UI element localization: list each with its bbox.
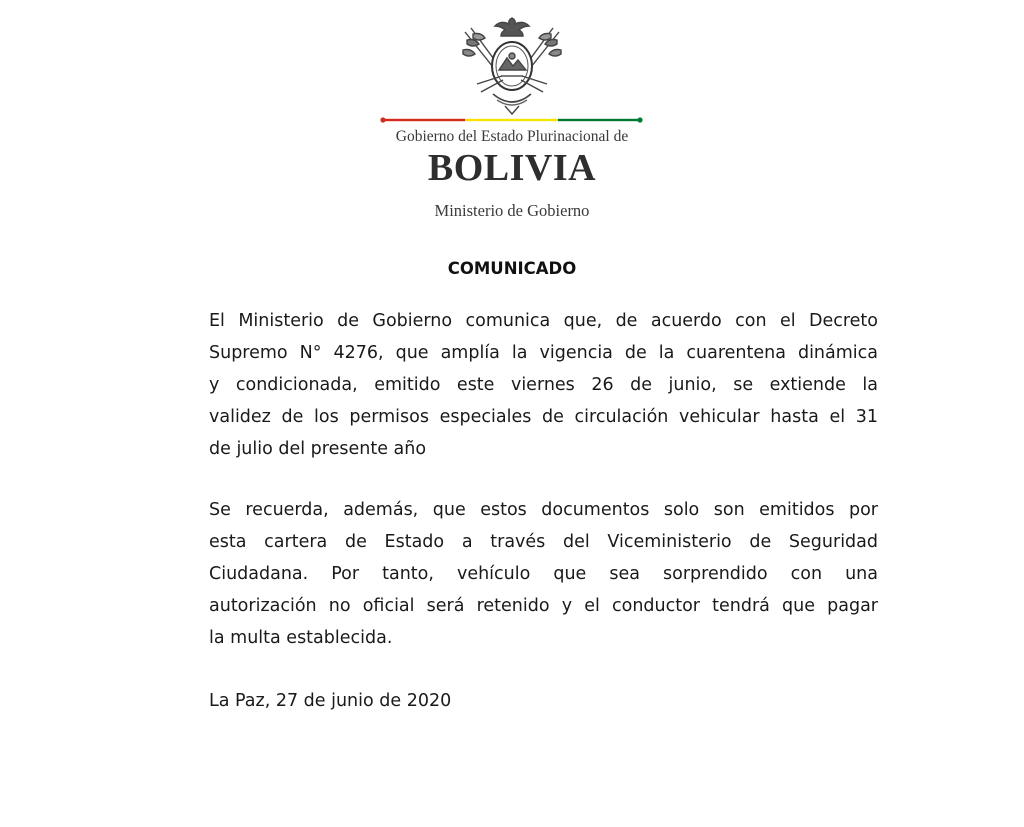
paragraph-line: y condicionada, emitido este viernes 26 de junio, se extiende la [209, 375, 878, 395]
place-and-date [209, 685, 878, 717]
coat-of-arms-emblem [457, 14, 567, 118]
government-line: Gobierno del Estado Plurinacional de [395, 128, 629, 145]
country-name: BOLIVIA [427, 147, 597, 189]
letterhead [0, 0, 1024, 240]
paragraph-line: autorización no oficial será retenido y el conductor tendrá que pagar [209, 596, 878, 616]
paragraph-1 [209, 305, 878, 465]
paragraph-line: esta cartera de Estado a través del Viceministerio de Seguridad [209, 532, 878, 552]
paragraph-line: Supremo N° 4276, que amplía la vigencia de la cuarentena dinámica [209, 343, 878, 363]
paragraph-line: validez de los permisos especiales de circulación vehicular hasta el 31 [209, 407, 878, 427]
place-date-text: La Paz, 27 de junio de 2020 [209, 691, 452, 711]
document-title: COMUNICADO [447, 259, 577, 278]
paragraph-2 [209, 494, 878, 654]
paragraph-line: de julio del presente año [209, 439, 427, 459]
paragraph-line: Ciudadana. Por tanto, vehículo que sea sorprendido con una [209, 564, 878, 584]
paragraph-line: El Ministerio de Gobierno comunica que, de acuerdo con el Decreto [209, 311, 878, 331]
ministry-name: Ministerio de Gobierno [434, 201, 590, 220]
paragraph-line: Se recuerda, además, que estos documentos solo son emitidos por [209, 500, 878, 520]
flag-color-rule [380, 117, 643, 123]
paragraph-line: la multa establecida. [209, 628, 393, 648]
